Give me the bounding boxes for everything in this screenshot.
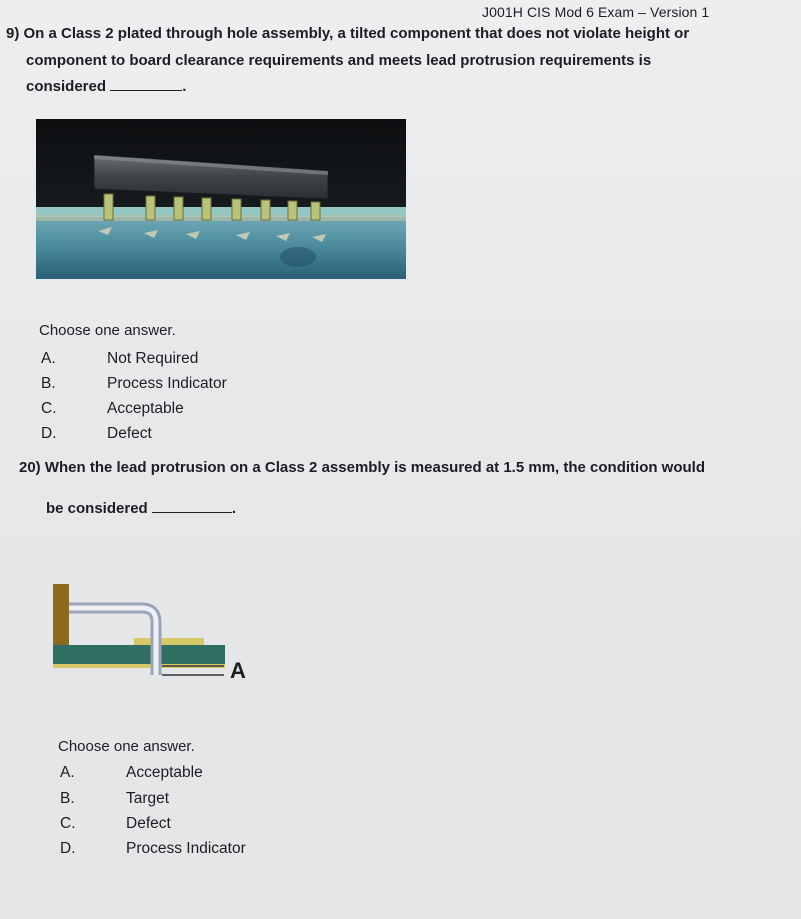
option-letter: A. (41, 350, 56, 367)
question-9-line-2: component to board clearance requirements and meets lead protrusion requirements is (26, 52, 652, 69)
question-text: considered (26, 78, 107, 95)
answer-option-a[interactable] (60, 764, 203, 782)
exam-title: J001H CIS Mod 6 Exam – Version 1 (482, 4, 710, 20)
answer-option-b[interactable] (41, 375, 227, 393)
answer-blank (110, 90, 182, 91)
choose-one-prompt: Choose one answer. (39, 322, 176, 339)
option-letter: B. (60, 790, 75, 807)
option-text: Defect (126, 815, 171, 832)
answer-option-c[interactable] (41, 400, 184, 418)
dimension-label-a: A (230, 658, 246, 683)
question-end: . (182, 78, 187, 95)
option-text: Not Required (107, 350, 199, 367)
option-letter: D. (41, 425, 57, 442)
question-end: . (231, 500, 237, 517)
answer-option-a[interactable] (41, 350, 198, 368)
answer-option-c[interactable] (60, 815, 171, 833)
question-text: be considered (46, 500, 148, 517)
option-letter: D. (60, 840, 76, 857)
option-text: Acceptable (107, 400, 184, 417)
question-text: On a Class 2 plated through hole assembly, a tilted component that does not violate height or (23, 25, 690, 42)
option-letter: A. (60, 764, 75, 781)
option-letter: B. (41, 375, 56, 392)
question-20-line-1 (19, 458, 705, 478)
land-pad (134, 638, 204, 645)
answer-option-b[interactable] (60, 790, 169, 808)
option-letter: C. (41, 400, 57, 417)
option-text: Target (126, 790, 170, 807)
answer-option-d[interactable] (41, 425, 152, 443)
question-number: 9) (6, 25, 20, 42)
pcb-board (53, 645, 225, 664)
lead-protrusion-diagram (50, 580, 260, 695)
option-text: Acceptable (126, 764, 203, 781)
option-letter: C. (60, 815, 76, 832)
answer-option-d[interactable] (60, 840, 246, 858)
answer-blank (152, 512, 232, 513)
question-text: When the lead protrusion on a Class 2 assembly is measured at 1.5 mm, the condition would (44, 459, 706, 476)
question-number: 20) (19, 459, 41, 476)
choose-one-prompt: Choose one answer. (58, 738, 195, 755)
question-9-line-1 (6, 24, 689, 44)
question-9-line-3 (26, 77, 186, 97)
option-text: Defect (107, 425, 152, 442)
option-text: Process Indicator (126, 840, 246, 857)
question-20-line-2 (46, 499, 236, 519)
option-text: Process Indicator (107, 375, 227, 392)
tilted-component-photo (36, 119, 406, 279)
